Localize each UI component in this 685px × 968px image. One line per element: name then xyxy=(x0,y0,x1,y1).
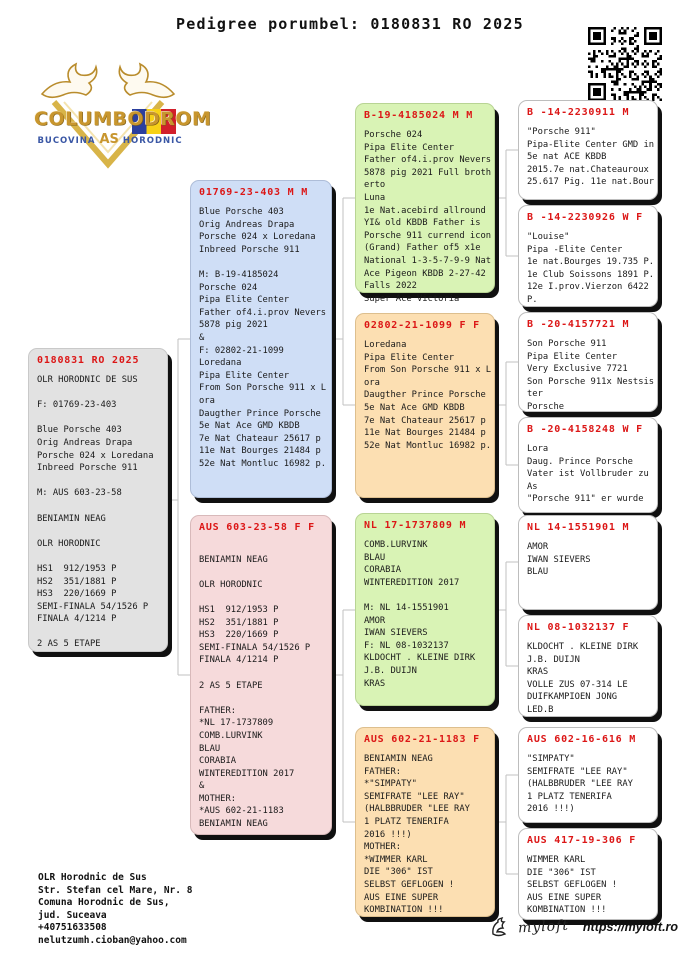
text-line xyxy=(37,626,164,639)
box-header: B -20-4157721 M xyxy=(527,319,630,330)
text-line: Son Porsche 911x Nestsis xyxy=(527,376,655,387)
box-header: NL 08-1032137 F xyxy=(527,622,630,633)
text-line xyxy=(199,566,328,579)
text-line: 5878 pig 2021 xyxy=(199,320,268,331)
text-line: Pipa Elite Center xyxy=(364,142,455,153)
text-line: Daug. Prince Porsche xyxy=(527,456,633,467)
text-line: Vater ist Vollbruder zu xyxy=(527,469,649,480)
text-line: M: NL 14-1551901 xyxy=(364,602,449,613)
text-line: Super Ace Victoria xyxy=(364,293,460,304)
text-line: CORABIA xyxy=(199,756,237,767)
text-line xyxy=(37,387,164,400)
text-line: HS3 220/1669 P xyxy=(199,630,279,641)
qr-code xyxy=(588,27,662,101)
text-line: Father of4.i.prov Nevers xyxy=(199,307,327,318)
pedigree-box-subject xyxy=(28,348,168,652)
text-line: IWAN SIEVERS xyxy=(364,628,428,639)
text-line: *AUS 602-21-1183 xyxy=(199,806,284,817)
text-line: CORABIA xyxy=(364,565,402,576)
text-line: Str. Stefan cel Mare, Nr. 8 xyxy=(38,884,193,896)
myloft-url-link[interactable]: https://myloft.ro xyxy=(582,920,679,934)
box-header: 02802-21-1099 F F xyxy=(364,320,480,331)
text-line: nelutzumh.cioban@yahoo.com xyxy=(38,934,187,946)
text-line: (HALBBRUDER "LEE RAY xyxy=(527,779,633,790)
text-line: Inbreed Porsche 911 xyxy=(199,244,300,255)
text-line: 7e Nat Chateaur 25617 p xyxy=(364,415,486,426)
text-line: Orig Andreas Drapa xyxy=(37,437,133,448)
page-title: Pedigree porumbel: 0180831 RO 2025 xyxy=(176,15,524,33)
text-line: 1 PLATZ TENERIFA xyxy=(527,791,612,802)
text-line: OLR HORODNIC xyxy=(199,579,263,590)
box-body xyxy=(527,641,654,717)
text-line: 5e Nat Ace GMD KBDB xyxy=(199,421,300,432)
box-header: NL 17-1737809 M xyxy=(364,520,467,531)
text-line: SEMIFRATE "LEE RAY" xyxy=(364,791,465,802)
text-line: Porsche xyxy=(527,401,565,412)
box-header: AUS 603-23-58 F F xyxy=(199,522,315,533)
pedigree-box-ggparent-4 xyxy=(518,417,658,513)
text-line: WINTEREDITION 2017 xyxy=(364,577,460,588)
pedigree-box-father xyxy=(190,180,332,498)
text-line: From Son Porsche 911 x L xyxy=(199,383,327,394)
myloft-branding xyxy=(490,914,678,940)
text-line: 1e nat.Bourges 19.735 P. xyxy=(527,257,655,268)
box-header: B -14-2230911 M xyxy=(527,107,630,118)
text-line xyxy=(199,541,328,554)
text-line: From Son Porsche 911 x L xyxy=(364,365,492,376)
text-line: F: 01769-23-403 xyxy=(37,400,117,411)
text-line: erto xyxy=(364,180,386,191)
text-line: Falls 2022 xyxy=(364,281,417,292)
text-line: KOMBINATION !!! xyxy=(527,905,607,916)
text-line: Porsche 024 x Loredana xyxy=(37,450,154,461)
text-line: BENIAMIN NEAG xyxy=(37,513,106,524)
text-line: KRAS xyxy=(527,667,549,678)
text-line: Lora xyxy=(527,444,549,454)
text-line: HS1 912/1953 P xyxy=(37,563,117,574)
text-line: 5e nat ACE KBDB xyxy=(527,152,607,163)
text-line: & xyxy=(199,332,205,343)
text-line: BENIAMIN NEAG xyxy=(199,554,268,565)
text-line: BLAU xyxy=(527,567,549,578)
box-header: B-19-4185024 M M xyxy=(364,110,474,121)
text-line: +40751633508 xyxy=(38,922,107,933)
text-line: 5878 pig 2021 Full broth xyxy=(364,167,492,178)
text-line: DIE "306" IST xyxy=(364,867,433,878)
text-line: BENIAMIN NEAG xyxy=(364,754,433,764)
pedigree-box-ggparent-6 xyxy=(518,615,658,717)
box-body xyxy=(364,753,491,917)
box-body xyxy=(364,539,491,690)
box-body xyxy=(199,206,328,470)
pedigree-box-ggparent-8 xyxy=(518,828,658,920)
text-line: 1 PLATZ TENERIFA xyxy=(364,816,449,827)
box-body xyxy=(527,854,654,917)
logo-subtitle: BUCOVINA AS HORODNIC xyxy=(37,132,183,147)
text-line: M: B-19-4185024 xyxy=(199,269,279,280)
text-line: *"SIMPATY" xyxy=(364,779,417,790)
text-line: FATHER: xyxy=(364,766,402,777)
text-line: 2 AS 5 ETAPE xyxy=(199,680,263,691)
text-line: OLR Horodnic de Sus xyxy=(38,872,147,883)
pedigree-box-paternal-grandmother xyxy=(355,313,495,498)
text-line: Father of4.i.prov Nevers xyxy=(364,155,492,166)
text-line: FINALA 4/1214 P xyxy=(37,614,117,625)
box-body xyxy=(364,129,491,305)
text-line: Inbreed Porsche 911 xyxy=(37,463,138,474)
text-line: Loredana xyxy=(364,340,407,350)
text-line: (HALBBRUDER "LEE RAY xyxy=(364,804,470,815)
text-line xyxy=(364,589,491,602)
text-line: HS2 351/1881 P xyxy=(37,576,117,587)
text-line: AMOR xyxy=(364,615,386,626)
text-line: HS3 220/1669 P xyxy=(37,589,117,600)
text-line: BLAU xyxy=(199,743,221,754)
text-line: 11e Nat Bourges 21484 p xyxy=(199,446,321,457)
text-line: Pipa Elite Center xyxy=(364,352,455,363)
myloft-bird-icon xyxy=(490,916,512,938)
text-line xyxy=(199,667,328,680)
text-line: SEMI-FINALA 54/1526 P xyxy=(37,601,149,612)
text-line: Ace Pigeon KBDB 2-27-42 xyxy=(364,268,486,279)
text-line: LED.B xyxy=(527,704,554,715)
text-line: ora xyxy=(199,395,215,406)
text-line: DUIFKAMPIOEN JONG xyxy=(527,692,618,703)
text-line: *NL 17-1737809 xyxy=(199,718,274,729)
text-line: FINALA 4/1214 P xyxy=(199,655,279,666)
text-line: M: AUS 603-23-58 xyxy=(37,488,122,499)
text-line: COMB.LURVINK xyxy=(199,730,263,741)
box-header: NL 14-1551901 M xyxy=(527,522,630,533)
text-line: P. xyxy=(527,294,538,305)
text-line: AUS EINE SUPER xyxy=(364,892,439,903)
text-line: 25.617 Pig. 11e nat.Bour xyxy=(527,177,655,188)
text-line: ter xyxy=(527,389,543,400)
myloft-wordmark: myloft xyxy=(517,917,570,937)
box-body xyxy=(37,374,164,651)
text-line: MOTHER: xyxy=(364,842,402,853)
pedigree-box-maternal-grandfather xyxy=(355,513,495,706)
text-line xyxy=(37,550,164,563)
pedigree-box-ggparent-5 xyxy=(518,515,658,610)
text-line: FATHER: xyxy=(199,705,237,716)
pedigree-box-ggparent-2 xyxy=(518,205,658,307)
text-line: "SIMPATY" xyxy=(527,754,575,764)
text-line: J.B. DUIJN xyxy=(364,665,417,676)
text-line: Luna xyxy=(364,192,386,203)
pedigree-box-maternal-grandmother xyxy=(355,727,495,917)
box-header: B -14-2230926 W F xyxy=(527,212,643,223)
text-line: Porsche 024 xyxy=(199,282,258,293)
pedigree-box-mother xyxy=(190,515,332,835)
text-line: 7e Nat Chateaur 25617 p xyxy=(199,433,321,444)
box-body xyxy=(199,541,328,831)
text-line xyxy=(199,692,328,705)
text-line: 2 AS 5 ETAPE xyxy=(37,639,101,650)
box-body xyxy=(527,541,654,579)
logo-brand-text: COLUMBODROM xyxy=(34,108,212,130)
text-line: *WIMMER KARL xyxy=(364,854,428,865)
pedigree-box-paternal-grandfather xyxy=(355,103,495,304)
text-line xyxy=(37,500,164,513)
text-line xyxy=(37,525,164,538)
box-body xyxy=(527,126,654,189)
box-header: AUS 602-21-1183 F xyxy=(364,734,480,745)
text-line: COMB.LURVINK xyxy=(364,540,428,550)
text-line: Blue Porsche 403 xyxy=(199,207,284,217)
pedigree-box-ggparent-3 xyxy=(518,312,658,412)
text-line: 1e Club Soissons 1891 P. xyxy=(527,269,655,280)
text-line: KLDOCHT . KLEINE DIRK xyxy=(364,653,476,664)
text-line: "Louise" xyxy=(527,232,570,242)
club-address xyxy=(38,872,192,947)
text-line: "Porsche 911" er wurde xyxy=(527,494,644,505)
text-line: National 1-3-5-7-9-9 Nat xyxy=(364,255,492,266)
pedigree-box-ggparent-1 xyxy=(518,100,658,200)
text-line xyxy=(37,475,164,488)
text-line xyxy=(37,412,164,425)
box-body xyxy=(527,753,654,816)
text-line: Very Exclusive 7721 xyxy=(527,364,628,375)
text-line: ora xyxy=(364,377,380,388)
text-line: 52e Nat Montluc 16982 p. xyxy=(199,458,327,469)
text-line: 1e Nat.acebird allround xyxy=(364,205,486,216)
box-header: 01769-23-403 M M xyxy=(199,187,309,198)
text-line: HS2 351/1881 P xyxy=(199,617,279,628)
text-line: Porsche 024 xyxy=(364,130,423,140)
text-line: & xyxy=(199,781,205,792)
text-line: 5e Nat Ace GMD KBDB xyxy=(364,402,465,413)
box-body xyxy=(527,443,654,506)
text-line: "Porsche 911" xyxy=(527,127,596,137)
text-line: WIMMER KARL xyxy=(527,855,586,865)
box-body xyxy=(364,339,491,452)
box-body xyxy=(527,338,654,414)
text-line: SELBST GEFLOGEN ! xyxy=(364,879,455,890)
text-line: SELBST GEFLOGEN ! xyxy=(527,880,618,891)
text-line: 2015.7e nat.Chateauroux xyxy=(527,164,649,175)
text-line xyxy=(199,591,328,604)
text-line xyxy=(199,256,328,269)
text-line: 2016 !!!) xyxy=(364,829,412,840)
text-line: jud. Suceava xyxy=(38,909,107,921)
text-line: WINTEREDITION 2017 xyxy=(199,768,295,779)
text-line: 12e I.prov.Vierzon 6422 xyxy=(527,282,649,293)
text-line: F: 02802-21-1099 xyxy=(199,345,284,356)
text-line: Pipa-Elite Center GMD in xyxy=(527,139,655,150)
text-line: Daugther Prince Porsche xyxy=(364,390,486,401)
text-line: F: NL 08-1032137 xyxy=(364,640,449,651)
text-line: 2016 !!!) xyxy=(527,804,575,815)
text-line: KLDOCHT . KLEINE DIRK xyxy=(527,642,639,652)
box-header: AUS 417-19-306 F xyxy=(527,835,637,846)
text-line: Pipa Elite Center xyxy=(527,351,618,362)
text-line: Son Porsche 911 xyxy=(527,339,607,349)
club-logo xyxy=(28,56,212,171)
box-body xyxy=(527,231,654,307)
box-header: AUS 602-16-616 M xyxy=(527,734,637,745)
text-line: MOTHER: xyxy=(199,793,237,804)
text-line: Daugther Prince Porsche xyxy=(199,408,321,419)
text-line: BENIAMIN NEAG xyxy=(199,819,268,830)
pedigree-box-ggparent-7 xyxy=(518,727,658,823)
text-line: Orig Andreas Drapa xyxy=(199,219,295,230)
text-line: AMOR xyxy=(527,542,549,552)
text-line: (Grand) Father of5 x1e xyxy=(364,243,481,254)
text-line: 52e Nat Montluc 16982 p. xyxy=(364,440,492,451)
text-line: Pipa -Elite Center xyxy=(527,244,623,255)
text-line: VOLLE ZUS 07-314 LE xyxy=(527,679,628,690)
text-line: KRAS xyxy=(364,678,386,689)
text-line: J.B. DUIJN xyxy=(527,654,580,665)
box-header: B -20-4158248 W F xyxy=(527,424,643,435)
text-line: As xyxy=(527,481,538,492)
text-line: BLAU xyxy=(364,552,386,563)
text-line: Pipa Elite Center xyxy=(199,370,290,381)
box-header: 0180831 RO 2025 xyxy=(37,355,140,366)
text-line: IWAN SIEVERS xyxy=(527,554,591,565)
text-line: OLR HORODNIC DE SUS xyxy=(37,375,138,385)
text-line: YI& old KBDB Father is xyxy=(364,218,481,229)
text-line: Blue Porsche 403 xyxy=(37,425,122,436)
text-line: OLR HORODNIC xyxy=(37,538,101,549)
text-line: SEMI-FINALA 54/1526 P xyxy=(199,642,311,653)
text-line: DIE "306" IST xyxy=(527,867,596,878)
text-line: Porsche 911 currend icon xyxy=(364,230,492,241)
text-line: HS1 912/1953 P xyxy=(199,604,279,615)
text-line: Loredana xyxy=(199,358,242,369)
text-line: AUS EINE SUPER xyxy=(527,892,602,903)
text-line: Porsche 024 x Loredana xyxy=(199,232,316,243)
text-line: KOMBINATION !!! xyxy=(364,905,444,916)
text-line: 11e Nat Bourges 21484 p xyxy=(364,428,486,439)
text-line: SEMIFRATE "LEE RAY" xyxy=(527,766,628,777)
text-line: Pipa Elite Center xyxy=(199,295,290,306)
text-line: Comuna Horodnic de Sus, xyxy=(38,897,170,908)
